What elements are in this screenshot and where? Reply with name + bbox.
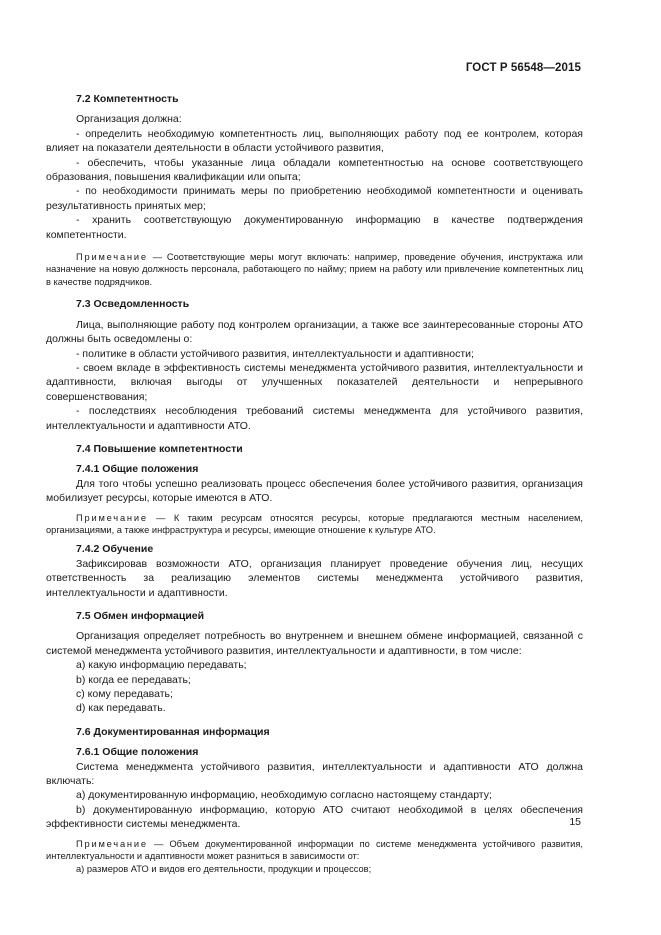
list-item: c) кому передавать; [76,688,173,701]
list-item: a) документированную информацию, необходимую согласно настоящему стандарту; [76,789,492,802]
list-item: d) как передавать. [76,702,166,715]
document-body [46,92,583,875]
section-7-2-title: 7.2 Компетентность [76,93,179,105]
list-item: a) какую информацию передавать; [76,659,247,672]
section-7-2-note [46,251,583,288]
section-7-5-intro: Организация определяет потребность во внутреннем и внешнем обмене информацией, связанной с системой менеджмента устойчивого развития, интеллектуальности и адаптивности, в том числе: [46,630,583,657]
section-7-3-title: 7.3 Осведомленность [76,298,190,311]
section-7-6-1-note [46,838,583,863]
note-label: Примечание [76,838,148,849]
section-7-5-title: 7.5 Обмен информацией [76,610,205,622]
list-item: b) документированную информацию, которую АТО считают необходимой в целях обеспечения эффективности системы менеджмента. [46,803,583,831]
note-text: — К таким ресурсам относятся ресурсы, которые предлагаются местным населением, организациями, а также инфраструктура и ресурсы, имеющие отношение к культуре АТО. [46,512,583,535]
note-label: Примечание [76,252,148,263]
list-item: - обеспечить, чтобы указанные лица обладали компетентностью на основе соответствующего образования, повышения квалификации или опыта; [46,156,583,184]
note-text: — Соответствующие меры могут включать: например, проведение обучения, инструктажа или назначение на новую должность персонала, работающего по найму; прием на работу или привлечение компетентных лиц в качестве подрядчиков. [46,252,583,287]
section-7-4-1-note [46,512,583,537]
section-7-4-2-title: 7.4.2 Обучение [76,543,154,556]
section-7-4-1-text: Для того чтобы успешно реализовать процесс обеспечения более устойчивого развития, организация мобилизует ресурсы, которые имеются в АТО. [46,477,583,505]
standard-header: ГОСТ Р 56548—2015 [465,62,581,74]
list-item: - определить необходимую компетентность лиц, выполняющих работу под ее контролем, которая влияет на показатели деятельности в области устойчивого развития, [46,127,583,155]
section-7-4-1-title: 7.4.1 Общие положения [76,463,199,476]
section-7-4-2-text: Зафиксировав возможности АТО, организация планирует проведение обучения лиц, несущих ответственность за реализацию элементов системы менеджмента устойчивого развития, интеллектуальности и адаптивности. [46,557,583,599]
list-item: - хранить соответствующую документированную информацию в качестве подтверждения компетентности. [46,214,583,241]
section-7-6-1-text: Система менеджмента устойчивого развития, интеллектуальности и адаптивности АТО должна включать: [46,760,583,788]
page-number: 15 [569,816,581,828]
note-label: Примечание [76,512,148,523]
section-7-6-title: 7.6 Документированная информация [76,725,270,738]
list-item: - по необходимости принимать меры по приобретению необходимой компетентности и оценивать результативность принятых мер; [46,185,583,212]
section-7-2-intro: Организация должна: [76,113,182,126]
note-list-item: a) размеров АТО и видов его деятельности, продукции и процессов; [76,863,372,874]
section-7-4-title: 7.4 Повышение компетентности [76,442,243,455]
list-item: b) когда ее передавать; [76,673,191,686]
note-text: — Объем документированной информации по системе менеджмента устойчивого развития, интеллектуальности и адаптивности может разниться в зависимости от: [46,838,583,862]
section-7-6-1-title: 7.6.1 Общие положения [76,746,199,759]
list-item: - своем вкладе в эффективность системы менеджмента устойчивого развития, интеллектуальности и адаптивности, включая выгоды от улучшенных показателей деятельности и непрерывного совершенствования; [46,361,583,403]
list-item: - политике в области устойчивого развития, интеллектуальности и адаптивности; [76,347,474,360]
section-7-3-intro: Лица, выполняющие работу под контролем организации, а также все заинтересованные стороны АТО должны быть осведомлены о: [46,318,583,346]
list-item: - последствиях несоблюдения требований системы менеджмента для устойчивого развития, интеллектуальности и адаптивности АТО. [46,405,583,432]
